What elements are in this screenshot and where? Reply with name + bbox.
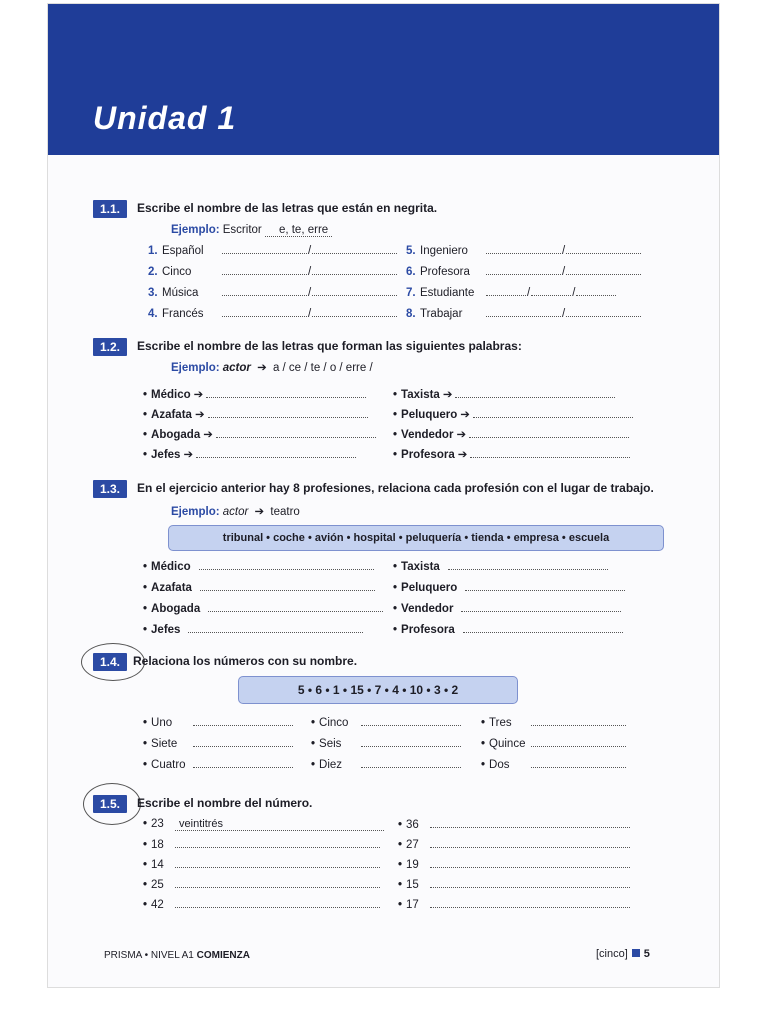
item-word: Trabajar — [420, 308, 463, 320]
list-item — [148, 265, 397, 278]
answer-line[interactable] — [361, 737, 461, 747]
list-item — [148, 244, 397, 257]
answer-line[interactable] — [566, 307, 641, 317]
footer-course: COMIENZA — [196, 950, 250, 961]
item-word: Peluquero — [401, 409, 458, 421]
answer-line[interactable] — [175, 858, 380, 868]
list-item — [148, 307, 397, 320]
bullet-icon: • — [393, 409, 398, 421]
list-item — [393, 387, 615, 401]
example-label: Ejemplo: — [171, 224, 220, 236]
item-word: Taxista — [401, 389, 440, 401]
bullet-icon: • — [311, 717, 316, 729]
list-item — [393, 427, 629, 441]
item-word: Jefes — [151, 449, 181, 461]
slash-separator: / — [562, 308, 566, 320]
item-number: 23 — [151, 818, 164, 830]
answer-line[interactable] — [463, 623, 623, 633]
bullet-icon: • — [143, 899, 148, 911]
answer-line[interactable] — [531, 286, 571, 296]
answer-line[interactable] — [486, 244, 561, 254]
arrow-icon: ➔ — [457, 449, 468, 461]
exercise-number: 1.3. — [93, 480, 127, 498]
list-item — [143, 387, 366, 401]
answer-line[interactable] — [430, 838, 630, 848]
bullet-icon: • — [143, 879, 148, 891]
item-word: Taxista — [401, 561, 440, 573]
example — [171, 360, 373, 374]
arrow-icon: ➔ — [456, 429, 467, 441]
list-item — [143, 560, 374, 573]
arrow-icon: ➔ — [194, 409, 205, 421]
item-word: Dos — [489, 759, 510, 771]
example-label: Ejemplo: — [171, 506, 220, 518]
exercise-instruction: Escribe el nombre del número. — [137, 796, 313, 810]
answer-line[interactable] — [312, 286, 397, 296]
item-number: 15 — [406, 879, 419, 891]
item-word: Música — [162, 287, 199, 299]
bullet-icon: • — [398, 819, 403, 831]
answer-line[interactable] — [175, 878, 380, 888]
word-bank: tribunal • coche • avión • hospital • peluquería • tienda • empresa • escuela — [168, 525, 664, 551]
answer-line[interactable] — [531, 737, 626, 747]
bullet-icon: • — [481, 759, 486, 771]
footer-right — [596, 948, 650, 960]
answer-line[interactable] — [312, 244, 397, 254]
bullet-icon: • — [393, 603, 398, 615]
list-item — [398, 898, 630, 911]
bullet-icon: • — [311, 738, 316, 750]
page-number: 5 — [643, 948, 650, 960]
arrow-icon: ➔ — [203, 429, 213, 441]
answer-line[interactable] — [576, 286, 616, 296]
number-bank: 5 • 6 • 1 • 15 • 7 • 4 • 10 • 3 • 2 — [238, 676, 518, 704]
slash-separator: / — [308, 287, 312, 299]
list-item — [143, 716, 293, 729]
item-word: Abogada — [151, 429, 201, 441]
exercise-1-2 — [93, 338, 713, 468]
bullet-icon: • — [143, 818, 148, 830]
item-word: Jefes — [151, 624, 181, 636]
list-item — [143, 758, 293, 771]
slash-separator: / — [572, 287, 576, 299]
example — [171, 504, 300, 518]
list-item — [143, 737, 293, 750]
bullet-icon: • — [398, 899, 403, 911]
list-item — [393, 447, 630, 461]
list-item — [398, 878, 630, 891]
item-number: 5. — [406, 245, 416, 257]
item-number: 8. — [406, 308, 416, 320]
answer-line[interactable] — [461, 602, 621, 612]
workbook-page — [48, 4, 719, 987]
item-word: Cinco — [319, 717, 349, 729]
example — [171, 224, 332, 236]
bullet-icon: • — [143, 624, 148, 636]
footer-page-word: [cinco] — [596, 948, 628, 960]
answer-line[interactable] — [175, 838, 380, 848]
answer-line[interactable] — [199, 560, 374, 570]
answer-line[interactable] — [222, 307, 307, 317]
answer-line[interactable] — [208, 602, 383, 612]
bullet-icon: • — [393, 389, 398, 401]
exercise-instruction: En el ejercicio anterior hay 8 profesiones, relaciona cada profesión con el lugar de trabajo. — [137, 481, 654, 495]
item-number: 14 — [151, 859, 164, 871]
bullet-icon: • — [393, 449, 398, 461]
example-answer: a / ce / te / o / erre / — [272, 362, 373, 374]
list-item — [148, 286, 397, 299]
list-item — [481, 737, 626, 750]
example-answer: e, te, erre — [265, 224, 332, 237]
item-word: Vendedor — [401, 429, 454, 441]
example-word: actor — [222, 506, 249, 518]
answer-line[interactable] — [206, 388, 366, 398]
list-item — [143, 838, 380, 851]
item-word: Profesora — [401, 449, 455, 461]
exercise-1-4 — [93, 653, 713, 783]
footer-level: NIVEL A1 — [150, 950, 194, 961]
answer-line[interactable] — [473, 408, 633, 418]
bullet-icon: • — [143, 409, 148, 421]
answer-line[interactable] — [222, 244, 307, 254]
slash-separator: / — [308, 245, 312, 257]
bullet-icon: • — [398, 839, 403, 851]
footer-left: PRISMA • NIVEL A1 COMIENZA — [104, 950, 250, 961]
item-number: 25 — [151, 879, 164, 891]
slash-separator: / — [308, 266, 312, 278]
answer-line[interactable] — [430, 858, 630, 868]
item-word: Francés — [162, 308, 204, 320]
list-item — [393, 581, 625, 594]
answer-line[interactable] — [430, 818, 630, 828]
slash-separator: / — [562, 266, 566, 278]
example-word: Escritor — [222, 224, 262, 236]
answer-line[interactable] — [486, 307, 561, 317]
answer-line[interactable] — [486, 286, 526, 296]
item-word: Cinco — [162, 266, 192, 278]
unit-header — [48, 4, 719, 155]
answer-line[interactable] — [208, 408, 368, 418]
list-item — [406, 307, 641, 320]
list-item — [143, 602, 383, 615]
item-number: 27 — [406, 839, 419, 851]
answer-line[interactable] — [465, 581, 625, 591]
answer-line[interactable] — [448, 560, 608, 570]
list-item — [311, 758, 461, 771]
bullet-icon: • — [143, 429, 148, 441]
item-word: Médico — [151, 389, 191, 401]
item-number: 6. — [406, 266, 416, 278]
answer-line[interactable] — [193, 737, 293, 747]
list-item — [406, 244, 641, 257]
bullet-icon: • — [398, 879, 403, 891]
arrow-icon: ➔ — [183, 449, 194, 461]
bullet-icon: • — [311, 759, 316, 771]
bullet-icon: • — [143, 738, 148, 750]
bullet-icon: • — [393, 582, 398, 594]
answer-line[interactable] — [566, 244, 641, 254]
item-word: Quince — [489, 738, 526, 750]
arrow-icon: ➔ — [460, 409, 470, 421]
list-item — [398, 818, 630, 831]
answer-line[interactable] — [531, 716, 626, 726]
answer-line[interactable] — [188, 623, 363, 633]
list-item — [143, 623, 363, 636]
exercise-instruction: Relaciona los números con su nombre. — [133, 654, 358, 668]
bullet-icon: • — [143, 389, 148, 401]
list-item — [143, 407, 368, 421]
item-number: 17 — [406, 899, 419, 911]
item-word: Ingeniero — [420, 245, 468, 257]
list-item — [143, 898, 380, 911]
item-word: Seis — [319, 738, 342, 750]
list-item — [406, 265, 641, 278]
list-item — [311, 737, 461, 750]
answer-line[interactable] — [430, 898, 630, 908]
answer-line[interactable] — [222, 286, 307, 296]
item-number: 3. — [148, 287, 158, 299]
bullet-icon: • — [398, 859, 403, 871]
list-item — [393, 407, 633, 421]
answer-line[interactable] — [312, 307, 397, 317]
square-icon — [632, 949, 640, 957]
unit-title: Unidad 1 — [93, 100, 237, 136]
exercise-number: 1.1. — [93, 200, 127, 218]
bullet-icon: • — [143, 582, 148, 594]
bullet-icon: • — [393, 624, 398, 636]
list-item — [143, 878, 380, 891]
list-item — [311, 716, 461, 729]
list-item — [398, 858, 630, 871]
answer-line[interactable] — [196, 448, 356, 458]
slash-separator: / — [308, 308, 312, 320]
answer-line[interactable]: veintitrés — [175, 818, 384, 831]
item-word: Diez — [319, 759, 343, 771]
answer-line[interactable] — [200, 581, 375, 591]
bullet-icon: • — [143, 839, 148, 851]
item-number: 4. — [148, 308, 158, 320]
bullet-icon: • — [143, 449, 148, 461]
example-label: Ejemplo: — [171, 362, 220, 374]
answer-line[interactable] — [469, 428, 629, 438]
slash-separator: / — [527, 287, 531, 299]
item-word: Peluquero — [401, 582, 458, 594]
slash-separator: / — [562, 245, 566, 257]
arrow-icon: ➔ — [193, 389, 204, 401]
item-word: Español — [162, 245, 204, 257]
item-number: 2. — [148, 266, 158, 278]
answer-line[interactable] — [222, 265, 307, 275]
bullet-icon: • — [143, 759, 148, 771]
example-word: actor — [222, 362, 251, 374]
item-word: Vendedor — [401, 603, 454, 615]
answer-line[interactable] — [193, 716, 293, 726]
item-number: 19 — [406, 859, 419, 871]
item-word: Abogada — [151, 603, 201, 615]
item-word: Médico — [151, 561, 191, 573]
item-word: Siete — [151, 738, 178, 750]
exercise-instruction: Escribe el nombre de las letras que forman las siguientes palabras: — [137, 339, 522, 353]
item-word: Estudiante — [420, 287, 475, 299]
item-word: Azafata — [151, 582, 192, 594]
answer-line[interactable] — [566, 265, 641, 275]
item-word: Tres — [489, 717, 512, 729]
list-item — [481, 758, 626, 771]
bullet-icon: • — [143, 717, 148, 729]
list-item — [143, 447, 356, 461]
answer-line[interactable] — [312, 265, 397, 275]
item-word: Uno — [151, 717, 173, 729]
bullet-icon: • — [393, 561, 398, 573]
answer-line[interactable] — [470, 448, 630, 458]
list-item — [393, 602, 621, 615]
bullet-icon: • — [143, 603, 148, 615]
item-number: 7. — [406, 287, 416, 299]
bullet-icon: • — [481, 717, 486, 729]
exercise-1-1 — [93, 200, 713, 325]
arrow-icon: ➔ — [442, 389, 453, 401]
exercise-1-5 — [93, 795, 713, 925]
exercise-number: 1.2. — [93, 338, 127, 356]
list-item — [143, 858, 380, 871]
item-number: 36 — [406, 819, 419, 831]
list-item — [143, 818, 384, 831]
example-answer: teatro — [270, 506, 300, 518]
answer-line[interactable] — [361, 758, 461, 768]
exercise-number: 1.4. — [93, 653, 127, 671]
answer-line[interactable] — [430, 878, 630, 888]
bullet-icon: • — [143, 859, 148, 871]
answer-line[interactable] — [531, 758, 626, 768]
answer-line[interactable] — [175, 898, 380, 908]
bullet-icon: • — [481, 738, 486, 750]
bullet-icon: • — [393, 429, 398, 441]
list-item — [406, 286, 616, 299]
item-word: Cuatro — [151, 759, 186, 771]
bullet-icon: • — [143, 561, 148, 573]
list-item — [143, 581, 375, 594]
list-item — [398, 838, 630, 851]
item-word: Profesora — [401, 624, 455, 636]
exercise-1-3 — [93, 480, 713, 640]
answer-line[interactable] — [216, 428, 376, 438]
answer-line[interactable] — [193, 758, 293, 768]
list-item — [481, 716, 626, 729]
answer-line[interactable] — [455, 388, 615, 398]
exercise-number: 1.5. — [93, 795, 127, 813]
arrow-icon: ➔ — [254, 506, 265, 518]
list-item — [393, 623, 623, 636]
answer-line[interactable] — [361, 716, 461, 726]
item-word: Azafata — [151, 409, 192, 421]
item-word: Profesora — [420, 266, 470, 278]
list-item — [393, 560, 608, 573]
item-number: 42 — [151, 899, 164, 911]
exercise-instruction: Escribe el nombre de las letras que están en negrita. — [137, 201, 438, 215]
item-number: 1. — [148, 245, 158, 257]
list-item — [143, 427, 376, 441]
item-number: 18 — [151, 839, 164, 851]
arrow-icon: ➔ — [257, 362, 267, 374]
answer-line[interactable] — [486, 265, 561, 275]
footer-series: PRISMA — [104, 950, 142, 961]
